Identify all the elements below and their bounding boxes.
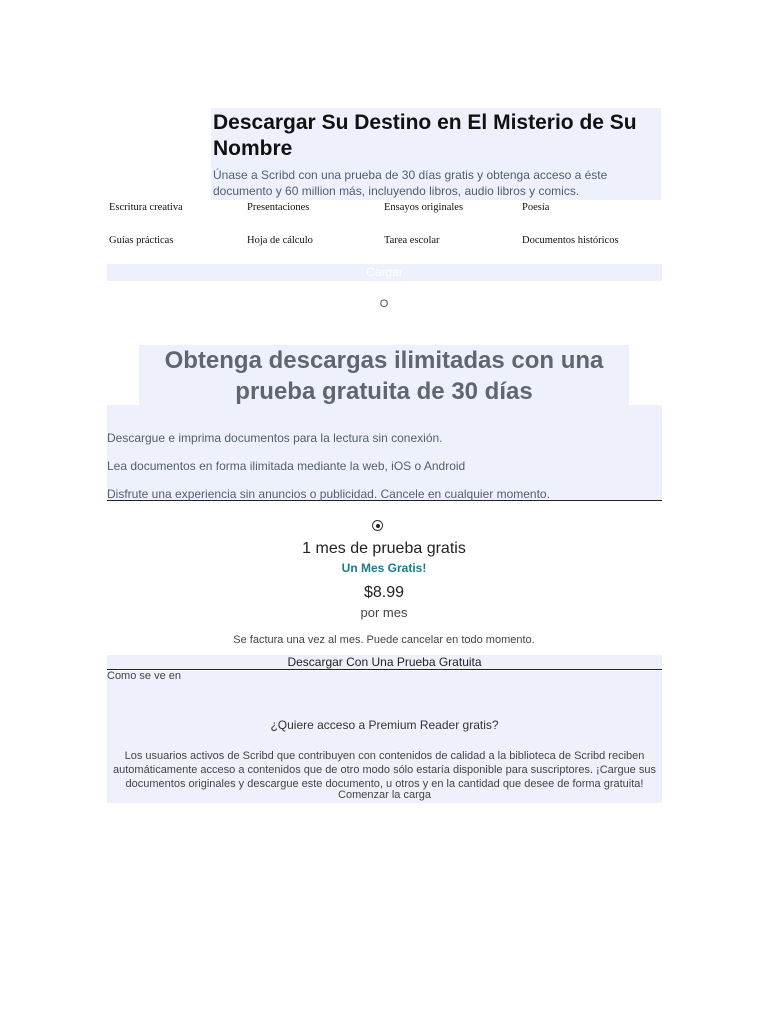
plan-title: 1 mes de prueba gratis [302,540,466,557]
category-how-to-guides[interactable]: Guías prácticas [109,235,174,246]
category-original-essays[interactable]: Ensayos originales [384,202,464,213]
free-trial-download-button[interactable]: Descargar Con Una Prueba Gratuita [107,655,662,670]
premium-question: ¿Quiere acceso a Premium Reader gratis? [270,718,499,732]
signup-subtitle: Únase a Scribd con una prueba de 30 días gratis y obtenga acceso a éste documento y 60 million más, incluyendo libros, audio libros y comics. [213,168,608,198]
seen-in-label: Como se ve en [107,670,181,682]
upload-button[interactable]: Cargar [107,264,662,281]
or-separator: O [379,298,389,310]
plan-price: $8.99 [363,584,405,601]
category-presentations[interactable]: Presentaciones [247,202,310,213]
premium-description: Los usuarios activos de Scribd que contribuyen con contenidos de calidad a la biblioteca de Scribd reciben automáticamente acceso a contenidos que de otro modo sólo estaría disponible para suscriptores. ¡Cargue sus documentos originales y descargue este documento, u otros y en la cantidad que desee de forma gratuita! [113,750,656,790]
category-grid [107,200,662,264]
category-historical-documents[interactable]: Documentos históricos [522,235,619,246]
benefit-unlimited: Lea documentos en forma ilimitada mediante la web, iOS o Android [107,459,466,473]
category-homework[interactable]: Tarea escolar [384,235,440,246]
plan-radio-button[interactable] [372,520,383,531]
document-title: Descargar Su Destino en El Misterio de Su Nombre [213,111,637,160]
benefit-offline: Descargue e imprima documentos para la lectura sin conexión. [107,431,443,445]
plan-period: por mes [360,605,408,620]
category-spreadsheet[interactable]: Hoja de cálculo [247,235,313,246]
benefit-no-ads: Disfrute una experiencia sin anuncios o publicidad. Cancele en cualquier momento. [107,487,550,501]
start-upload-link[interactable]: Comenzar la carga [338,789,431,801]
category-poetry[interactable]: Poesía [522,202,550,213]
billing-note: Se factura una vez al mes. Puede cancelar en todo momento. [233,634,535,646]
promo-title: Obtenga descargas ilimitadas con una prueba gratuita de 30 días [164,347,604,405]
category-creative-writing[interactable]: Escritura creativa [109,202,183,213]
plan-badge: Un Mes Gratis! [341,561,427,575]
